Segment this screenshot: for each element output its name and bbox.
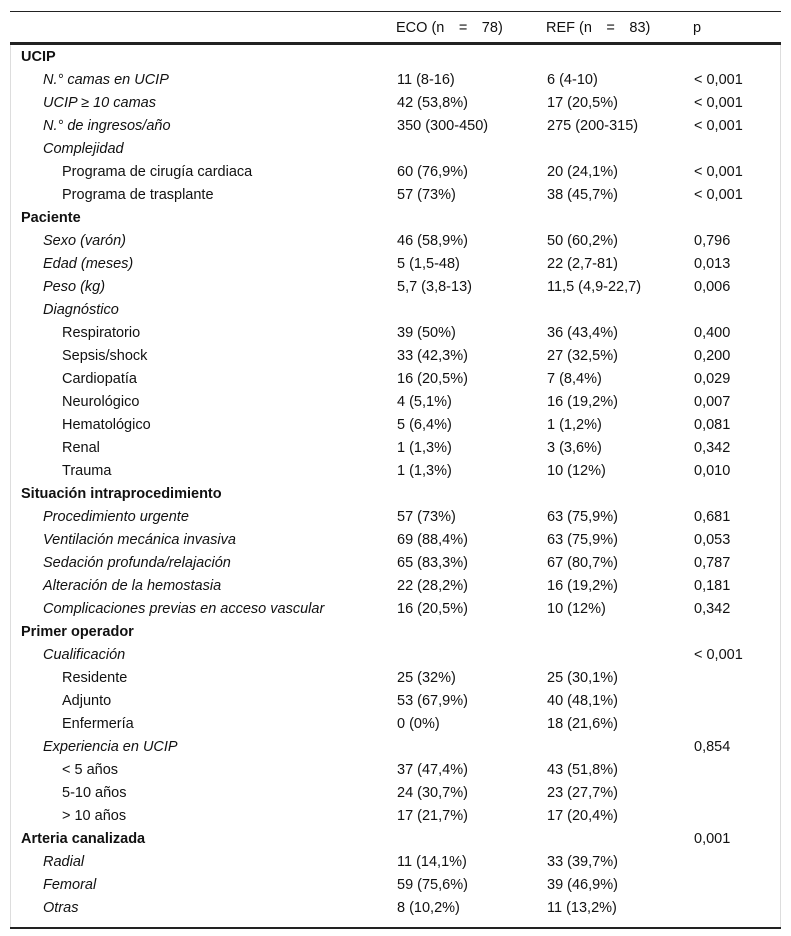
row-label: Complejidad [43,141,124,157]
eco-value: 17 (21,7%) [397,808,468,824]
row-label: Sepsis/shock [62,348,148,364]
p-value: 0,029 [694,371,731,387]
eco-value: 350 (300-450) [397,118,489,134]
row-label: Cardiopatía [62,371,137,387]
row-label: UCIP [21,49,56,65]
row-label: Respiratorio [62,325,141,341]
header-eco: ECO (n = 78) [396,20,503,36]
ref-value: 3 (3,6%) [547,440,602,456]
table-row [11,391,780,414]
ref-value: 17 (20,5%) [547,95,618,111]
table-row [11,92,780,115]
table-row [11,897,780,920]
ref-value: 22 (2,7-81) [547,256,618,272]
table-row [11,299,780,322]
row-label: < 5 años [62,762,119,778]
table-row [11,253,780,276]
p-value: 0,854 [694,739,731,755]
row-label: Arteria canalizada [21,831,146,847]
table-row [11,736,780,759]
section-row [11,483,780,506]
row-label: Renal [62,440,100,456]
section-row [11,621,780,644]
row-label: UCIP ≥ 10 camas [43,95,156,111]
eco-value: 69 (88,4%) [397,532,468,548]
header-ref: REF (n = 83) [546,20,651,36]
row-label: Situación intraprocedimiento [21,486,222,502]
table-row [11,276,780,299]
row-label: 5-10 años [62,785,127,801]
table-body [10,45,781,927]
table-row [11,552,780,575]
eco-value: 60 (76,9%) [397,164,468,180]
table-row [11,759,780,782]
row-label: Programa de cirugía cardiaca [62,164,253,180]
p-value: 0,787 [694,555,731,571]
eco-value: 4 (5,1%) [397,394,452,410]
eco-value: 8 (10,2%) [397,900,460,916]
row-label: Alteración de la hemostasia [43,578,222,594]
row-label: Edad (meses) [43,256,134,272]
ref-value: 20 (24,1%) [547,164,618,180]
table-row [11,414,780,437]
p-value: < 0,001 [694,647,743,663]
p-value: 0,200 [694,348,731,364]
p-value: 0,342 [694,601,731,617]
table-row [11,529,780,552]
table-row [11,230,780,253]
row-label: Experiencia en UCIP [43,739,178,755]
eco-value: 37 (47,4%) [397,762,468,778]
row-label: Complicaciones previas en acceso vascular [43,601,325,617]
ref-value: 23 (27,7%) [547,785,618,801]
p-value: 0,010 [694,463,731,479]
ref-value: 6 (4-10) [547,72,598,88]
row-label: Diagnóstico [43,302,119,318]
ref-value: 43 (51,8%) [547,762,618,778]
p-value: 0,001 [694,831,731,847]
row-label: Residente [62,670,128,686]
table-row [11,598,780,621]
row-label: N.° camas en UCIP [43,72,169,88]
ref-value: 275 (200-315) [547,118,639,134]
ref-value: 33 (39,7%) [547,854,618,870]
table-row [11,115,780,138]
ref-value: 10 (12%) [547,463,606,479]
ref-value: 38 (45,7%) [547,187,618,203]
ref-value: 1 (1,2%) [547,417,602,433]
ref-value: 16 (19,2%) [547,394,618,410]
eco-value: 25 (32%) [397,670,456,686]
p-value: 0,181 [694,578,731,594]
eco-value: 1 (1,3%) [397,440,452,456]
eco-value: 11 (8-16) [397,72,455,88]
p-value: < 0,001 [694,187,743,203]
section-row [11,207,780,230]
row-label: > 10 años [62,808,127,824]
table-row [11,874,780,897]
row-label: Paciente [21,210,81,226]
eco-value: 16 (20,5%) [397,601,468,617]
row-label: N.° de ingresos/año [43,118,171,134]
eco-value: 5 (1,5-48) [397,256,460,272]
eco-value: 11 (14,1%) [397,854,467,870]
row-label: Procedimiento urgente [43,509,189,525]
eco-value: 22 (28,2%) [397,578,468,594]
p-value: 0,400 [694,325,731,341]
ref-value: 67 (80,7%) [547,555,618,571]
eco-value: 39 (50%) [397,325,456,341]
eco-value: 59 (75,6%) [397,877,468,893]
ref-value: 10 (12%) [547,601,606,617]
p-value: 0,681 [694,509,731,525]
row-label: Neurológico [62,394,140,410]
ref-value: 25 (30,1%) [547,670,618,686]
row-label: Sexo (varón) [43,233,127,249]
eco-value: 5 (6,4%) [397,417,452,433]
table-row [11,713,780,736]
table-row [11,138,780,161]
row-label: Hematológico [62,417,151,433]
eco-value: 46 (58,9%) [397,233,468,249]
p-value: 0,006 [694,279,731,295]
row-label: Adjunto [62,693,112,709]
row-label: Peso (kg) [43,279,106,295]
section-row [11,828,780,851]
p-value: < 0,001 [694,164,743,180]
eco-value: 42 (53,8%) [397,95,468,111]
data-table [10,11,781,929]
p-value: 0,007 [694,394,731,410]
eco-value: 0 (0%) [397,716,440,732]
p-value: 0,796 [694,233,731,249]
ref-value: 16 (19,2%) [547,578,618,594]
ref-value: 17 (20,4%) [547,808,618,824]
header-p: p [693,20,702,36]
ref-value: 36 (43,4%) [547,325,618,341]
p-value: 0,053 [694,532,731,548]
table-row [11,345,780,368]
row-label: Primer operador [21,624,134,640]
table-row [11,322,780,345]
eco-value: 53 (67,9%) [397,693,468,709]
ref-value: 63 (75,9%) [547,509,618,525]
p-value: 0,013 [694,256,731,272]
ref-value: 11,5 (4,9-22,7) [547,279,642,295]
eco-value: 5,7 (3,8-13) [397,279,472,295]
table-row [11,575,780,598]
ref-value: 18 (21,6%) [547,716,618,732]
row-label: Cualificación [43,647,126,663]
ref-value: 7 (8,4%) [547,371,602,387]
table-header [10,12,781,45]
section-row [11,46,780,69]
table-row [11,805,780,828]
table-row [11,161,780,184]
p-value: < 0,001 [694,118,743,134]
eco-value: 33 (42,3%) [397,348,468,364]
eco-value: 65 (83,3%) [397,555,468,571]
table-row [11,69,780,92]
eco-value: 57 (73%) [397,509,456,525]
p-value: 0,342 [694,440,731,456]
ref-value: 63 (75,9%) [547,532,618,548]
table-row [11,644,780,667]
table-row [11,437,780,460]
row-label: Sedación profunda/relajación [43,555,231,571]
p-value: < 0,001 [694,72,743,88]
table-row [11,667,780,690]
eco-value: 24 (30,7%) [397,785,468,801]
ref-value: 27 (32,5%) [547,348,618,364]
row-label: Enfermería [62,716,134,732]
row-label: Trauma [62,463,112,479]
ref-value: 39 (46,9%) [547,877,618,893]
ref-value: 50 (60,2%) [547,233,618,249]
table-row [11,690,780,713]
table-row [11,460,780,483]
ref-value: 40 (48,1%) [547,693,618,709]
p-value: < 0,001 [694,95,743,111]
eco-value: 57 (73%) [397,187,456,203]
table-row [11,506,780,529]
row-label: Ventilación mecánica invasiva [43,532,236,548]
row-label: Otras [43,900,79,916]
p-value: 0,081 [694,417,731,433]
table-row [11,184,780,207]
eco-value: 1 (1,3%) [397,463,452,479]
table-row [11,851,780,874]
eco-value: 16 (20,5%) [397,371,468,387]
row-label: Femoral [43,877,97,893]
table-row [11,368,780,391]
table-row [11,782,780,805]
row-label: Programa de trasplante [62,187,214,203]
row-label: Radial [43,854,85,870]
ref-value: 11 (13,2%) [547,900,617,916]
